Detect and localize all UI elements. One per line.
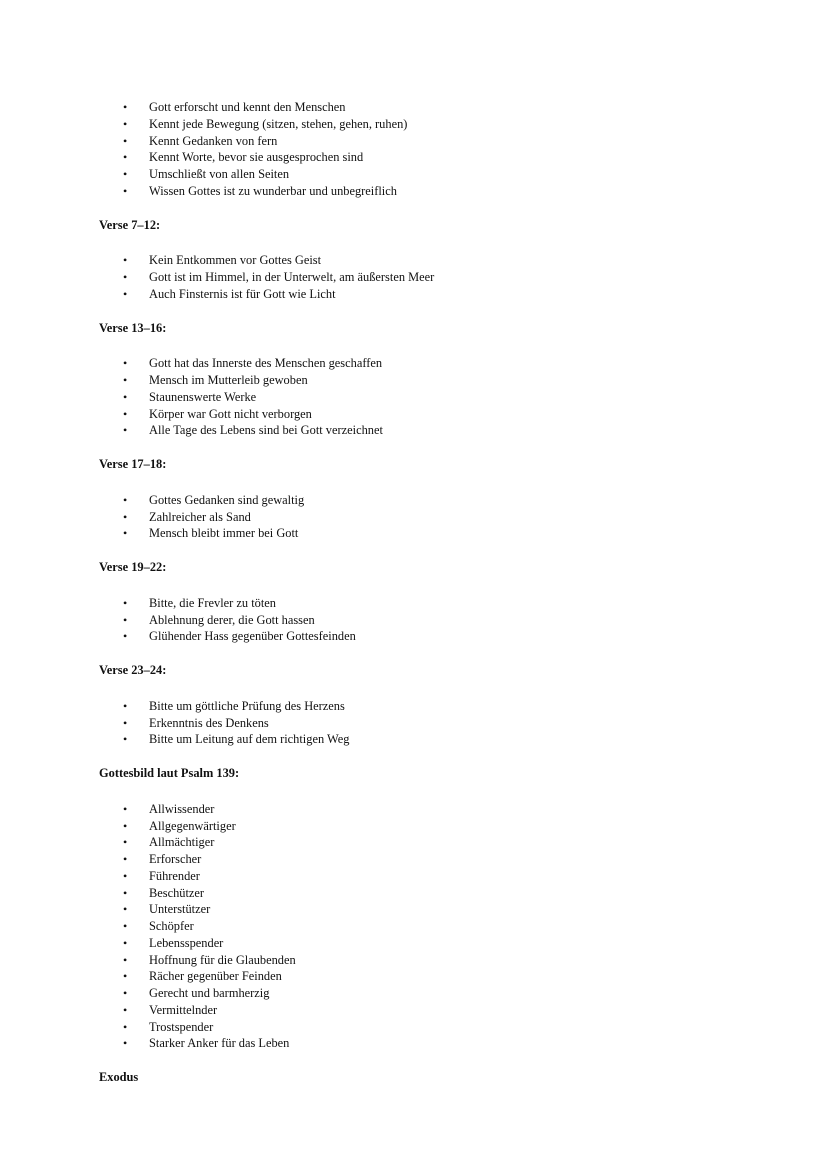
bullet-icon: • <box>123 629 128 644</box>
bullet-icon: • <box>123 935 128 950</box>
bullet-list <box>99 801 739 1052</box>
bullet-icon: • <box>123 183 128 198</box>
bullet-icon: • <box>123 526 128 541</box>
list-item <box>99 818 739 835</box>
list-item-text: Alle Tage des Lebens sind bei Gott verzeichnet <box>149 423 383 438</box>
list-item <box>99 1035 739 1052</box>
list-item-text: Vermittelnder <box>149 1002 218 1017</box>
list-item <box>99 355 739 372</box>
list-item <box>99 952 739 969</box>
list-item <box>99 525 739 542</box>
list-item-text: Bitte um Leitung auf dem richtigen Weg <box>149 732 350 747</box>
bullet-icon: • <box>123 885 128 900</box>
list-item <box>99 918 739 935</box>
list-item <box>99 99 739 116</box>
section-spacer <box>99 645 739 662</box>
bullet-icon: • <box>123 423 128 438</box>
list-item-text: Allwissender <box>149 801 215 816</box>
list-item <box>99 851 739 868</box>
bullet-icon: • <box>123 852 128 866</box>
section-spacer <box>99 1052 739 1069</box>
list-item <box>99 269 739 286</box>
bullet-icon: • <box>123 509 128 524</box>
list-item-text: Gott ist im Himmel, in der Unterwelt, am äußersten Meer <box>149 270 435 284</box>
section-heading: Gottesbild laut Psalm 139: <box>99 766 240 780</box>
list-item <box>99 1019 739 1036</box>
heading-spacer <box>99 233 739 252</box>
list-item <box>99 389 739 406</box>
list-item <box>99 183 739 200</box>
list-item-text: Wissen Gottes ist zu wunderbar und unbegreiflich <box>149 183 397 198</box>
list-item-text: Schöpfer <box>149 919 194 933</box>
list-item <box>99 492 739 509</box>
bullet-icon: • <box>123 818 128 833</box>
list-item-text: Beschützer <box>149 885 205 900</box>
bullet-icon: • <box>123 1002 128 1017</box>
list-item-text: Hoffnung für die Glaubenden <box>149 952 296 967</box>
section-heading: Verse 19–22: <box>99 560 167 574</box>
list-item-text: Gott erforscht und kennt den Menschen <box>149 100 346 114</box>
section-spacer <box>99 748 739 765</box>
bullet-icon: • <box>123 902 128 917</box>
section-heading: Verse 7–12: <box>99 217 161 232</box>
list-item <box>99 715 739 732</box>
list-item-text: Auch Finsternis ist für Gott wie Licht <box>149 286 336 301</box>
list-item <box>99 968 739 985</box>
bullet-icon: • <box>123 253 128 268</box>
list-item <box>99 133 739 150</box>
heading-spacer <box>99 473 739 492</box>
bullet-icon: • <box>123 835 128 850</box>
list-item <box>99 149 739 166</box>
bullet-icon: • <box>123 715 128 730</box>
list-item-text: Erkenntnis des Denkens <box>149 715 269 730</box>
list-item <box>99 595 739 612</box>
list-item-text: Gottes Gedanken sind gewaltig <box>149 492 305 507</box>
list-item-text: Erforscher <box>149 852 202 866</box>
bullet-icon: • <box>123 270 128 284</box>
list-item-text: Zahlreicher als Sand <box>149 509 251 524</box>
list-item <box>99 372 739 389</box>
list-item <box>99 509 739 526</box>
bullet-icon: • <box>123 612 128 627</box>
list-item-text: Staunenswerte Werke <box>149 389 257 404</box>
bullet-icon: • <box>123 1036 128 1051</box>
list-item <box>99 166 739 183</box>
list-item-text: Mensch im Mutterleib gewoben <box>149 373 308 387</box>
bullet-icon: • <box>123 698 128 713</box>
list-item-text: Mensch bleibt immer bei Gott <box>149 526 299 541</box>
bullet-icon: • <box>123 373 128 387</box>
list-item-text: Kennt Worte, bevor sie ausgesprochen sind <box>149 150 364 165</box>
list-item <box>99 935 739 952</box>
bullet-icon: • <box>123 286 128 301</box>
section-spacer <box>99 439 739 456</box>
list-item-text: Kein Entkommen vor Gottes Geist <box>149 253 322 268</box>
bullet-list <box>99 355 739 439</box>
section-spacer <box>99 200 739 217</box>
document-body <box>99 99 739 1086</box>
list-item-text: Führender <box>149 868 200 883</box>
bullet-icon: • <box>123 969 128 984</box>
section-heading: Verse 13–16: <box>99 320 167 335</box>
list-item-text: Gerecht und barmherzig <box>149 986 270 1000</box>
list-item-text: Starker Anker für das Leben <box>149 1036 290 1051</box>
list-item-text: Glühender Hass gegenüber Gottesfeinden <box>149 629 356 644</box>
bullet-list <box>99 252 739 302</box>
section-spacer <box>99 303 739 320</box>
list-item-text: Umschließt von allen Seiten <box>149 167 290 181</box>
bullet-icon: • <box>123 100 128 114</box>
bullet-icon: • <box>123 133 128 148</box>
list-item <box>99 901 739 918</box>
bullet-list <box>99 698 739 748</box>
section-heading: Verse 23–24: <box>99 663 167 677</box>
list-item-text: Bitte, die Frevler zu töten <box>149 595 276 610</box>
bullet-icon: • <box>123 1019 128 1034</box>
list-item <box>99 286 739 303</box>
bullet-icon: • <box>123 732 128 747</box>
list-item <box>99 612 739 629</box>
bullet-list <box>99 595 739 645</box>
list-item-text: Körper war Gott nicht verborgen <box>149 406 312 421</box>
list-item-text: Allmächtiger <box>149 835 215 850</box>
list-item-text: Gott hat das Innerste des Menschen geschaffen <box>149 356 383 371</box>
list-item-text: Allgegenwärtiger <box>149 818 236 833</box>
list-item <box>99 834 739 851</box>
list-item-text: Kennt Gedanken von fern <box>149 133 278 148</box>
heading-spacer <box>99 336 739 355</box>
list-item <box>99 252 739 269</box>
list-item-text: Ablehnung derer, die Gott hassen <box>149 612 315 627</box>
section-spacer <box>99 542 739 559</box>
bullet-icon: • <box>123 868 128 883</box>
bullet-icon: • <box>123 389 128 404</box>
list-item <box>99 868 739 885</box>
bullet-icon: • <box>123 919 128 933</box>
bullet-icon: • <box>123 150 128 165</box>
list-item <box>99 698 739 715</box>
list-item-text: Rächer gegenüber Feinden <box>149 969 282 984</box>
list-item <box>99 1002 739 1019</box>
list-item-text: Lebensspender <box>149 935 224 950</box>
bullet-list <box>99 492 739 542</box>
list-item <box>99 628 739 645</box>
bullet-icon: • <box>123 167 128 181</box>
list-item <box>99 731 739 748</box>
bullet-icon: • <box>123 116 128 131</box>
list-item-text: Unterstützer <box>149 902 211 917</box>
list-item <box>99 116 739 133</box>
bullet-icon: • <box>123 492 128 507</box>
list-item-text: Trostspender <box>149 1019 214 1034</box>
section-heading: Exodus <box>99 1070 139 1084</box>
section-heading: Verse 17–18: <box>99 457 167 471</box>
list-item <box>99 422 739 439</box>
bullet-icon: • <box>123 986 128 1000</box>
list-item <box>99 885 739 902</box>
list-item <box>99 406 739 423</box>
heading-spacer <box>99 576 739 595</box>
list-item <box>99 801 739 818</box>
list-item <box>99 985 739 1002</box>
bullet-icon: • <box>123 952 128 967</box>
bullet-icon: • <box>123 801 128 816</box>
bullet-icon: • <box>123 595 128 610</box>
heading-spacer <box>99 782 739 801</box>
bullet-icon: • <box>123 356 128 371</box>
list-item-text: Bitte um göttliche Prüfung des Herzens <box>149 698 345 713</box>
bullet-list <box>99 99 739 200</box>
heading-spacer <box>99 679 739 698</box>
list-item-text: Kennt jede Bewegung (sitzen, stehen, gehen, ruhen) <box>149 116 408 131</box>
bullet-icon: • <box>123 406 128 421</box>
